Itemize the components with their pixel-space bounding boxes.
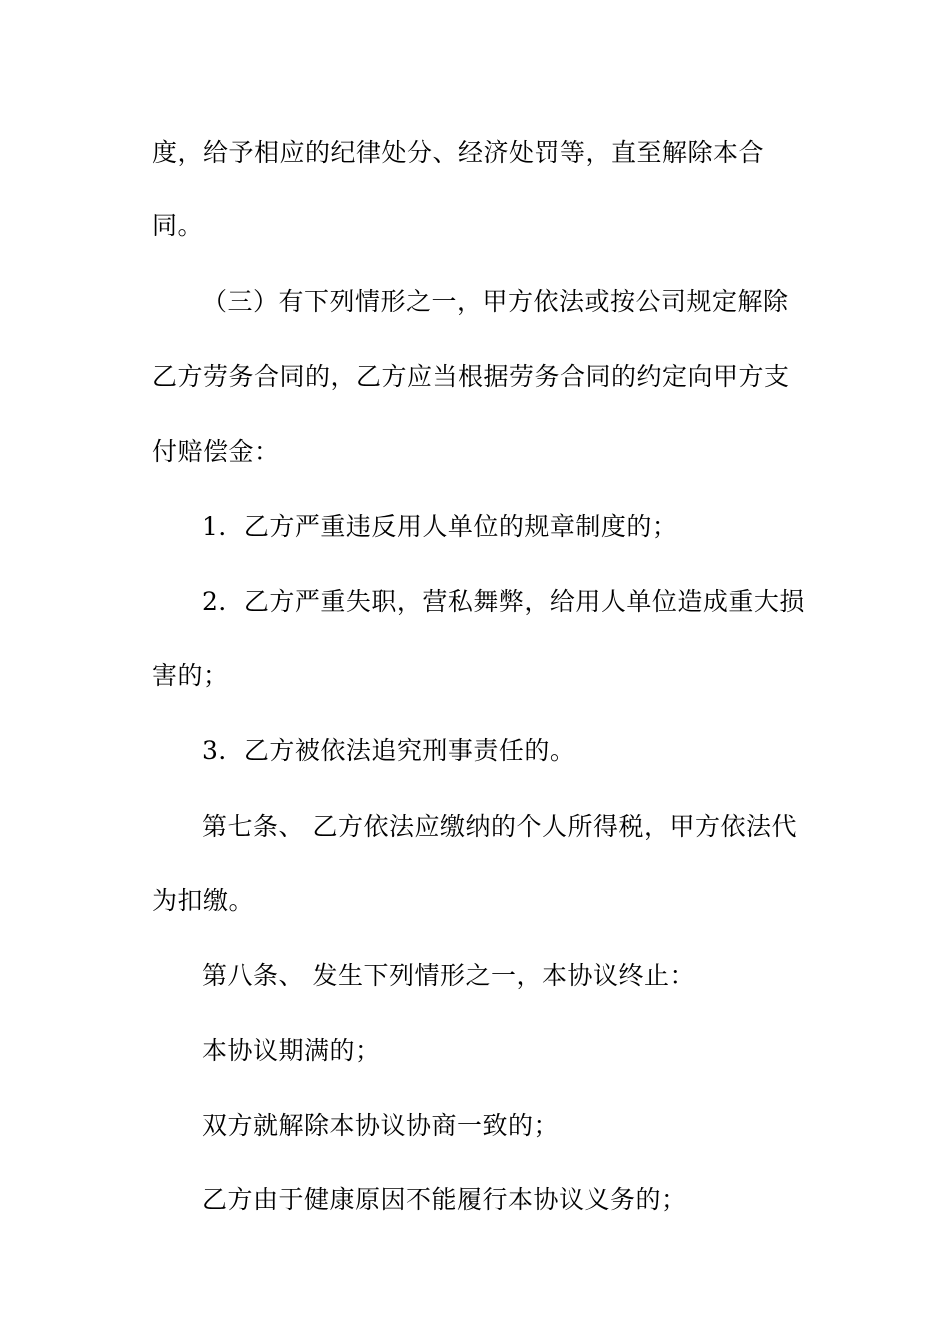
paragraph-line: 同。 [152, 211, 204, 240]
paragraph-line: 乙方劳务合同的，乙方应当根据劳务合同的约定向甲方支 [152, 362, 790, 391]
paragraph-line: 度，给予相应的纪律处分、经济处罚等，直至解除本合 [152, 138, 765, 167]
paragraph-line: 为扣缴。 [152, 886, 255, 915]
list-item: 乙方由于健康原因不能履行本协议义务的； [202, 1185, 687, 1214]
list-item: 本协议期满的； [202, 1036, 381, 1065]
list-item: 双方就解除本协议协商一致的； [202, 1111, 560, 1140]
list-item: 1．乙方严重违反用人单位的规章制度的； [202, 512, 678, 541]
list-item: 2．乙方严重失职，营私舞弊，给用人单位造成重大损 [202, 587, 805, 616]
article-line: 第八条、 发生下列情形之一，本协议终止： [202, 961, 695, 990]
article-line: 第七条、 乙方依法应缴纳的个人所得税，甲方依法代 [202, 812, 797, 841]
list-item: 3．乙方被依法追究刑事责任的。 [202, 736, 576, 765]
paragraph-line: 付赔偿金： [152, 437, 280, 466]
paragraph-line: 害的； [152, 661, 229, 690]
paragraph-line: （三）有下列情形之一，甲方依法或按公司规定解除 [202, 287, 789, 316]
